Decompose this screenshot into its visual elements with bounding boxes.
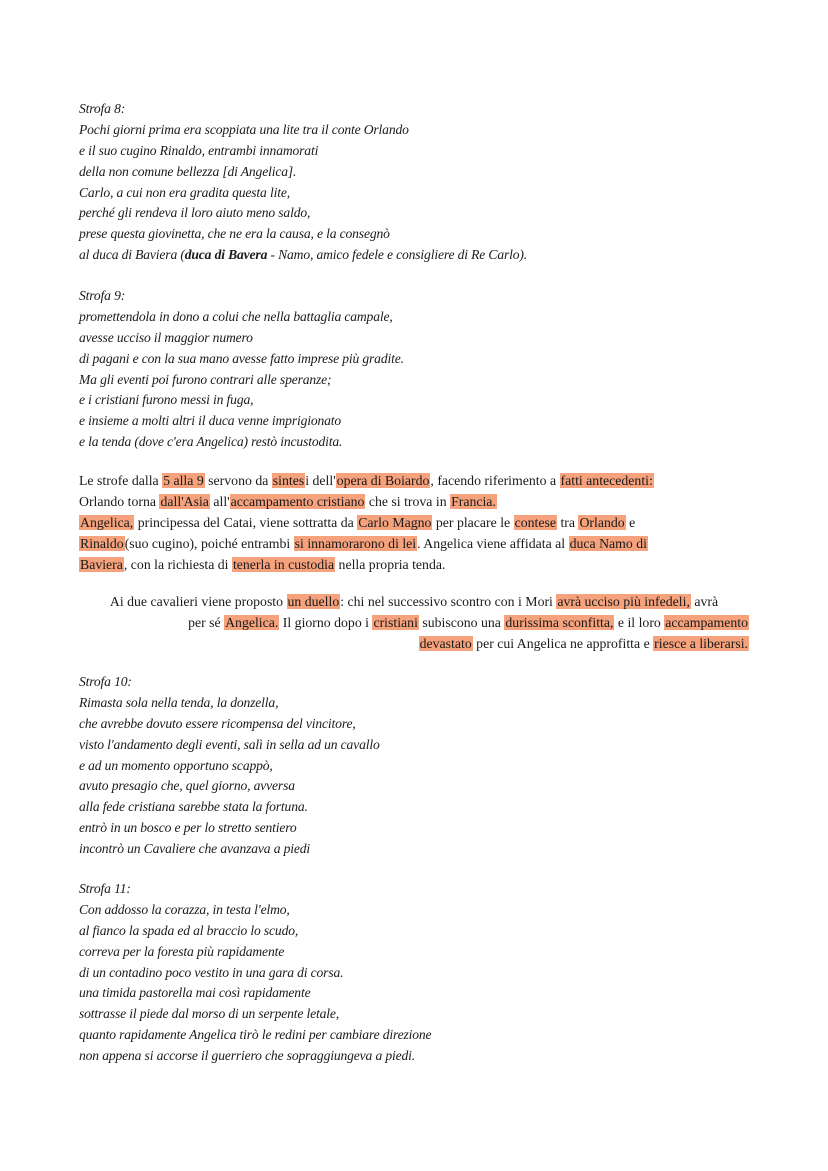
verse-line: e insieme a molti altri il duca venne imprigionato bbox=[79, 413, 342, 429]
strofa-heading: Strofa 11: bbox=[79, 881, 131, 896]
prose-line: Rinaldo(suo cugino), poiché entrambi si innamorarono di lei. Angelica viene affidata al duca Namo di bbox=[80, 535, 647, 551]
summary-paragraph-1 bbox=[79, 471, 759, 575]
highlight: Angelica. bbox=[225, 614, 279, 630]
prose-line: devastato per cui Angelica ne approfitta e riesce a liberarsi. bbox=[419, 635, 748, 651]
highlight: accampamento bbox=[665, 614, 748, 630]
verse-line: e i cristiani furono messi in fuga, bbox=[79, 392, 254, 408]
verse-line: visto l'andamento degli eventi, salì in sella ad un cavallo bbox=[79, 736, 380, 752]
verse-line: e la tenda (dove c'era Angelica) restò incustodita. bbox=[79, 434, 343, 450]
verse-line: Rimasta sola nella tenda, la donzella, bbox=[79, 694, 279, 710]
highlight: Rinaldo bbox=[80, 535, 124, 551]
verse-line: Con addosso la corazza, in testa l'elmo, bbox=[79, 901, 290, 917]
strofa-11 bbox=[79, 879, 759, 1067]
verse-line: e il suo cugino Rinaldo, entrambi innamorati bbox=[79, 142, 319, 158]
prose-line: Le strofe dalla 5 alla 9 servono da sintesi dell'opera di Boiardo, facendo riferimento a fatti antecedenti: bbox=[79, 473, 653, 488]
verse-line: che avrebbe dovuto essere ricompensa del vincitore, bbox=[79, 715, 356, 731]
highlight: Orlando bbox=[579, 514, 625, 530]
verse-line: incontrò un Cavaliere che avanzava a piedi bbox=[79, 841, 311, 857]
verse-line: al duca di Baviera (duca di Bavera - Namo, amico fedele e consigliere di Re Carlo). bbox=[79, 247, 528, 263]
strofa-10 bbox=[79, 672, 759, 860]
highlight: Baviera bbox=[80, 556, 123, 572]
prose-line: Orlando torna dall'Asia all'accampamento cristiano che si trova in Francia. bbox=[79, 493, 496, 509]
highlight: opera di Boiardo bbox=[336, 473, 430, 488]
bold-term: duca di Bavera bbox=[184, 247, 268, 263]
prose-line: per sé Angelica. Il giorno dopo i cristiani subiscono una durissima sconfitta, e il loro accampamento bbox=[188, 614, 748, 630]
verse-line: Carlo, a cui non era gradita questa lite, bbox=[79, 184, 290, 200]
highlight: si innamorarono di lei bbox=[294, 535, 417, 551]
strofa-heading: Strofa 9: bbox=[79, 288, 126, 303]
verse-line: avesse ucciso il maggior numero bbox=[79, 329, 253, 345]
verse-line: avuto presagio che, quel giorno, avversa bbox=[79, 778, 295, 794]
verse-line: e ad un momento opportuno scappò, bbox=[79, 757, 273, 773]
highlight: accampamento cristiano bbox=[230, 493, 365, 509]
highlight: un duello bbox=[287, 594, 340, 609]
highlight: duca Namo di bbox=[569, 535, 647, 551]
summary-paragraph-2 bbox=[79, 592, 749, 655]
highlight: Angelica, bbox=[80, 514, 134, 530]
highlight: dall'Asia bbox=[160, 493, 209, 509]
highlight: riesce a liberarsi. bbox=[654, 635, 748, 651]
verse-line: non appena si accorse il guerriero che sopraggiungeva a piedi. bbox=[79, 1048, 416, 1064]
highlight: sintes bbox=[272, 473, 305, 488]
verse-line: quanto rapidamente Angelica tirò le redini per cambiare direzione bbox=[79, 1027, 432, 1043]
verse-line: prese questa giovinetta, che ne era la causa, e la consegnò bbox=[79, 226, 390, 242]
verse-line: Pochi giorni prima era scoppiata una lite tra il conte Orlando bbox=[79, 121, 409, 137]
highlight: devastato bbox=[419, 635, 472, 651]
prose-line: Angelica, principessa del Catai, viene sottratta da Carlo Magno per placare le contese tra Orlando e bbox=[80, 514, 636, 530]
verse-line: correva per la foresta più rapidamente bbox=[79, 943, 285, 959]
highlight: avrà ucciso più infedeli, bbox=[557, 594, 690, 609]
prose-line: Baviera, con la richiesta di tenerla in custodia nella propria tenda. bbox=[80, 556, 446, 572]
verse-line: sottrasse il piede dal morso di un serpente letale, bbox=[79, 1006, 340, 1022]
strofa-heading: Strofa 10: bbox=[79, 674, 132, 689]
strofa-9 bbox=[79, 286, 759, 453]
verse-line: una timida pastorella mai così rapidamente bbox=[79, 985, 311, 1001]
verse-line: della non comune bellezza [di Angelica]. bbox=[79, 163, 297, 179]
highlight: tenerla in custodia bbox=[232, 556, 335, 572]
highlight: fatti antecedenti: bbox=[560, 473, 653, 488]
strofa-heading: Strofa 8: bbox=[79, 101, 126, 116]
verse-line: Ma gli eventi poi furono contrari alle speranze; bbox=[79, 371, 332, 387]
verse-line: entrò in un bosco e per lo stretto sentiero bbox=[79, 820, 297, 836]
highlight: Francia. bbox=[451, 493, 496, 509]
verse-line: al fianco la spada ed al braccio lo scudo, bbox=[79, 922, 299, 938]
highlight: cristiani bbox=[373, 614, 418, 630]
verse-line: di pagani e con la sua mano avesse fatto imprese più gradite. bbox=[79, 350, 404, 366]
verse-line: perché gli rendeva il loro aiuto meno saldo, bbox=[79, 205, 311, 221]
highlight: Carlo Magno bbox=[358, 514, 432, 530]
verse-line: di un contadino poco vestito in una gara di corsa. bbox=[79, 964, 344, 980]
verse-line: alla fede cristiana sarebbe stata la fortuna. bbox=[79, 799, 308, 815]
highlight: contese bbox=[514, 514, 557, 530]
strofa-8 bbox=[79, 99, 759, 266]
verse-line: promettendola in dono a colui che nella battaglia campale, bbox=[79, 308, 393, 324]
prose-line: Ai due cavalieri viene proposto un duello: chi nel successivo scontro con i Mori avrà ucciso più infedeli, avrà bbox=[109, 594, 719, 609]
highlight: durissima sconfitta, bbox=[505, 614, 614, 630]
highlight: 5 alla 9 bbox=[163, 473, 204, 488]
